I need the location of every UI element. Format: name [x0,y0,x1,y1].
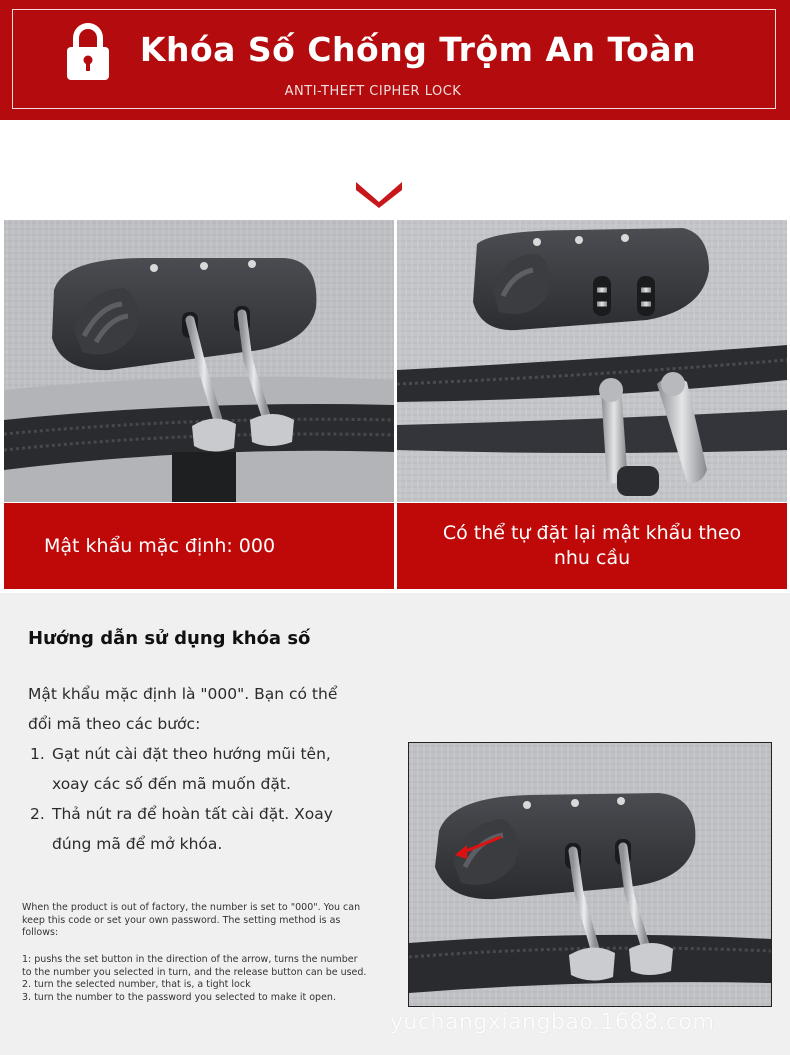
guide-title: Hướng dẫn sử dụng khóa số [28,628,311,649]
chevron-down-icon [354,178,404,208]
guide-step [30,739,360,799]
guide-step-text: Thả nút ra để hoàn tất cài đặt. Xoay đúng mã để mở khóa. [52,805,333,853]
guide-steps [30,739,360,859]
guide-step-text: Gạt nút cài đặt theo hướng mũi tên, xoay các số đến mã muốn đặt. [52,745,331,793]
english-step: 3. turn the number to the password you selected to make it open. [22,991,336,1003]
page-title: Khóa Số Chống Trộm An Toàn [139,30,697,69]
lock-photo-default [4,220,394,502]
english-step: 1: pushs the set button in the direction of the arrow, turns the number to the number you selected in turn, and the release button can be used. [22,954,367,978]
page-subtitle: ANTI-THEFT CIPHER LOCK [284,84,462,99]
guide-intro: Mật khẩu mặc định là "000". Bạn có thể đổi mã theo các bước: [28,685,338,733]
english-step: 2. turn the selected number, that is, a tight lock [22,979,251,990]
watermark: yuchangxiangbao.1688.com [390,1010,715,1035]
english-steps [22,954,367,1004]
lock-guide-photo [408,742,772,1007]
padlock-icon [64,22,112,82]
guide-step [30,799,360,859]
lock-photo-reset [397,220,787,502]
guide-step-number: 2. [30,805,45,823]
guide-step-number: 1. [30,745,45,763]
english-intro: When the product is out of factory, the number is set to "000". You can keep this code or set your own password. The setting method is as follows: [22,902,361,938]
feature-caption-default-password: Mật khẩu mặc định: 000 [4,503,394,589]
feature-caption-custom-password: Có thể tự đặt lại mật khẩu theo nhu cầu [397,503,787,589]
